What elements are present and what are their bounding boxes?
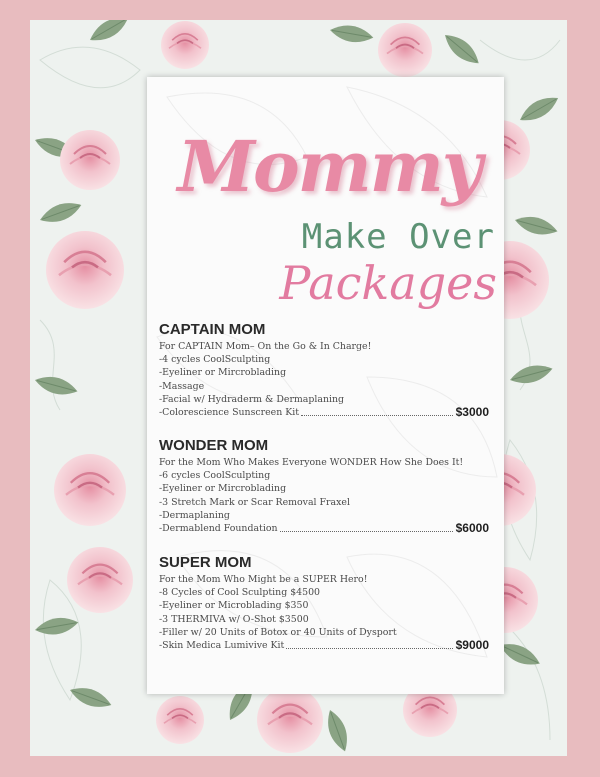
package-line: For CAPTAIN Mom– On the Go & In Charge!: [159, 341, 372, 352]
package-line: -Eyeliner or Microblading $350: [159, 600, 309, 612]
package-price-row: [159, 522, 489, 535]
package-line: -Eyeliner or Mircroblading: [159, 483, 287, 495]
dot-leader: [301, 414, 453, 416]
package-price: $3000: [455, 405, 489, 420]
package-price-row: [159, 406, 489, 419]
package-title: CAPTAIN MOM: [159, 321, 266, 338]
title-mommy: Mommy: [177, 125, 481, 208]
dot-leader: [286, 647, 452, 649]
package-line: -Eyeliner or Mircroblading: [159, 367, 287, 379]
package-line: -Skin Medica Lumivive Kit: [159, 640, 285, 652]
package-price: $9000: [455, 638, 489, 653]
package-price-row: [159, 639, 489, 652]
floral-frame: [30, 20, 567, 756]
package-line: -3 Stretch Mark or Scar Removal Fraxel: [159, 496, 350, 508]
title-packages: Packages: [279, 256, 497, 310]
package-line: -Colorescience Sunscreen Kit: [159, 407, 300, 419]
menu-card: [147, 77, 504, 694]
package-line: -Dermaplaning: [159, 509, 230, 521]
package-line: -Massage: [159, 380, 205, 392]
package-line: -Facial w/ Hydraderm & Dermaplaning: [159, 393, 345, 405]
title-make-over: Make Over: [301, 217, 495, 257]
dot-leader: [280, 530, 453, 532]
package-line: -6 cycles CoolSculpting: [159, 470, 271, 482]
package-captain-mom: [159, 321, 489, 419]
package-line: -3 THERMIVA w/ O-Shot $3500: [159, 613, 309, 625]
package-line: For the Mom Who Makes Everyone WONDER How She Does It!: [159, 457, 464, 468]
package-title: SUPER MOM: [159, 554, 252, 571]
package-price: $6000: [455, 521, 489, 536]
package-line: -4 cycles CoolSculpting: [159, 354, 271, 366]
package-line: -Dermablend Foundation: [159, 523, 278, 535]
package-line: For the Mom Who Might be a SUPER Hero!: [159, 574, 368, 585]
package-line: -Filler w/ 20 Units of Botox or 40 Units of Dysport: [159, 626, 397, 638]
package-super-mom: [159, 554, 489, 652]
package-line: -8 Cycles of Cool Sculpting $4500: [159, 587, 321, 599]
package-title: WONDER MOM: [159, 437, 269, 454]
package-wonder-mom: [159, 437, 489, 535]
